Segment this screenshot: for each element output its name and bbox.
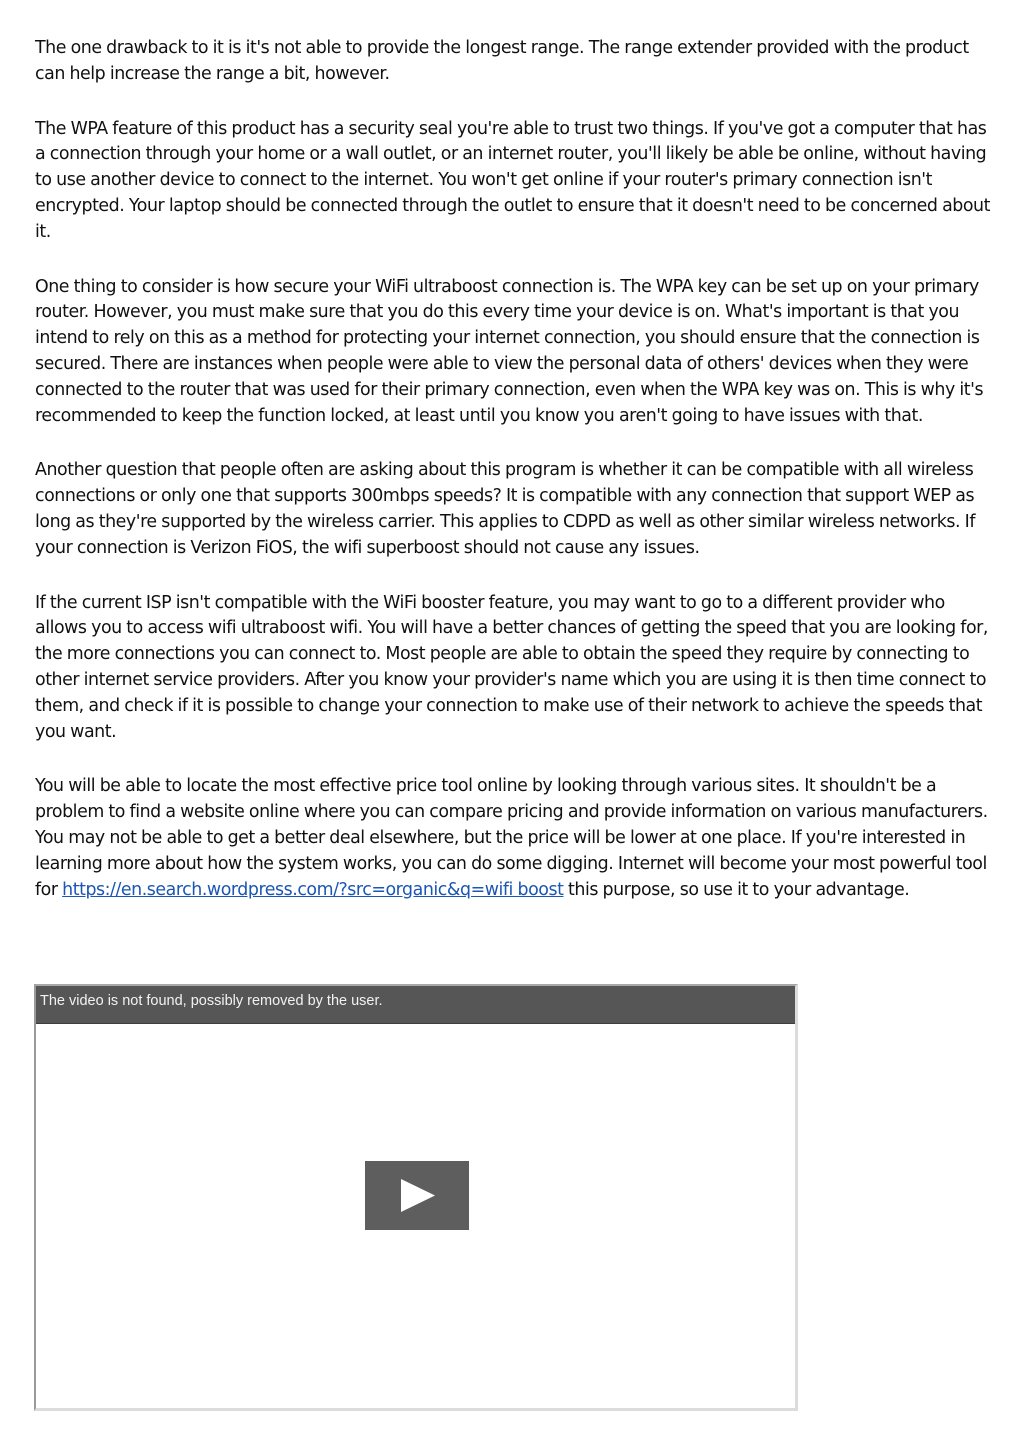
video-player[interactable]	[34, 984, 798, 1411]
article-body	[35, 36, 995, 932]
video-not-found-message: The video is not found, possibly removed by the user.	[40, 993, 383, 1009]
article-paragraph-6	[35, 774, 995, 903]
paragraph-6-text-before-link: You will be able to locate the most effective price tool online by looking through various sites. It shouldn't be a problem to find a website online where you can compare pricing and provide information on various manufacturers. You may not be able to get a better deal elsewhere, but the price will be lower at one place. If you're interested in learning more about how the system works, you can do some digging. Internet will become your most powerful tool for	[35, 776, 988, 900]
article-paragraph-1: The one drawback to it is it's not able to provide the longest range. The range extender provided with the product can help increase the range a bit, however.	[35, 38, 969, 84]
play-icon	[365, 1161, 469, 1230]
paragraph-6-text-after-link: this purpose, so use it to your advantage.	[563, 879, 910, 900]
article-paragraph-2: The WPA feature of this product has a security seal you're able to trust two things. If you've got a computer that has a connection through your home or a wall outlet, or an internet router, you'll likely be able be online, without having to use another device to connect to the internet. You won't get online if your router's primary connection isn't encrypted. Your laptop should be connected through the outlet to ensure that it doesn't need to be concerned about it.	[35, 118, 990, 242]
article-paragraph-3: One thing to consider is how secure your WiFi ultraboost connection is. The WPA key can be set up on your primary router. However, you must make sure that you do this every time your device is on. What's important is that you intend to rely on this as a method for protecting your internet connection, you should ensure that the connection is secured. There are instances when people were able to view the personal data of others' devices when they were connected to the router that was used for their primary connection, even when the WPA key was on. This is why it's recommended to keep the function locked, at least until you know you aren't going to have issues with that.	[35, 276, 984, 426]
article-paragraph-4: Another question that people often are asking about this program is whether it can be compatible with all wireless connections or only one that supports 300mbps speeds? It is compatible with any connection that support WEP as long as they're supported by the wireless carrier. This applies to CDPD as well as other similar wireless networks. If your connection is Verizon FiOS, the wifi superboost should not cause any issues.	[35, 460, 975, 558]
play-button[interactable]	[365, 1161, 469, 1230]
video-title-bar	[36, 986, 795, 1024]
wordpress-search-link[interactable]: https://en.search.wordpress.com/?src=organic&q=wifi boost	[62, 879, 564, 900]
article-paragraph-5: If the current ISP isn't compatible with the WiFi booster feature, you may want to go to a different provider who allows you to access wifi ultraboost wifi. You will have a better chances of getting the speed that you are looking for, the more connections you can connect to. Most people are able to obtain the speed they require by connecting to other internet service providers. After you know your provider's name which you are using it is then time connect to them, and check if it is possible to change your connection to make use of their network to achieve the speeds that you want.	[35, 592, 988, 742]
